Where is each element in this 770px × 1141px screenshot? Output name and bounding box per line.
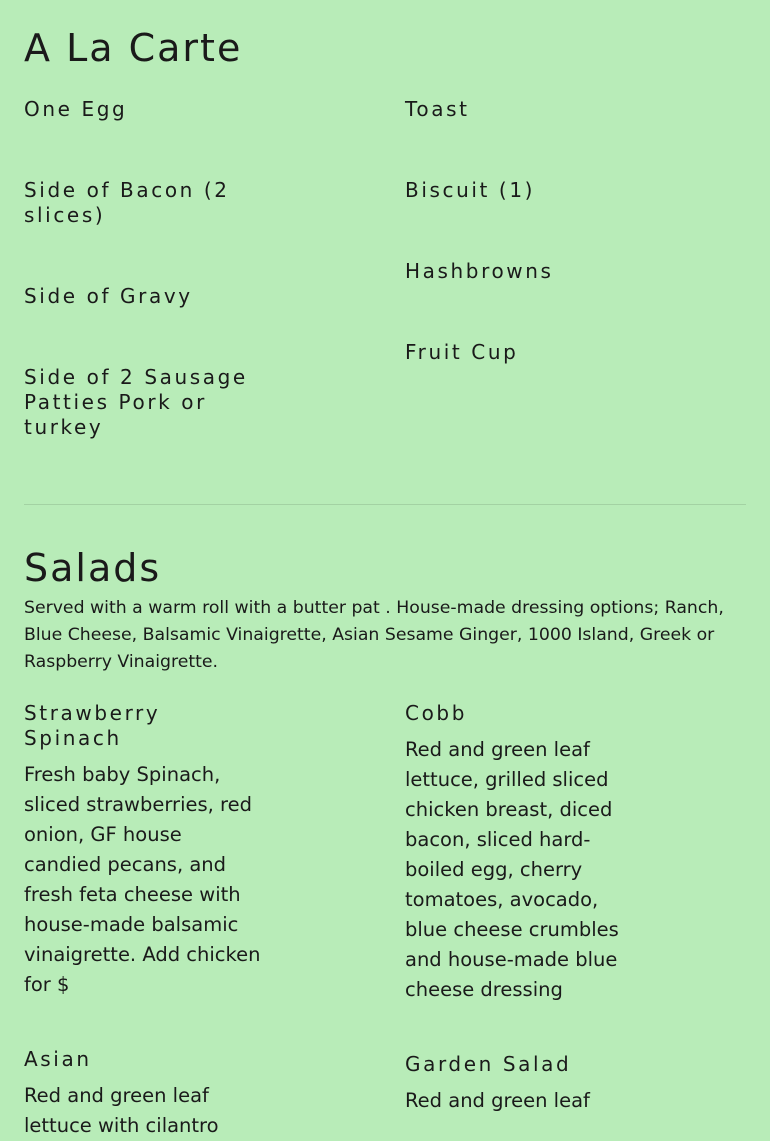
item-name: Cobb [405, 701, 467, 725]
item-description: Red and green leaf [405, 1089, 590, 1112]
salad-item [24, 1047, 264, 1141]
menu-item [24, 365, 264, 440]
item-name: Fruit Cup [405, 340, 519, 364]
item-name: Toast [405, 97, 470, 121]
menu-item [405, 97, 645, 122]
menu-item [405, 340, 645, 365]
item-description: Fresh baby Spinach, sliced strawberries, red onion, GF house candied pecans, and fresh feta cheese with house-made balsamic vinaigrette. Add chicken for $ [24, 763, 261, 996]
item-description: Red and green leaf lettuce with cilantro [24, 1084, 219, 1137]
item-name: Side of Gravy [24, 284, 193, 308]
menu-item [24, 284, 264, 309]
a-la-carte-title: A La Carte [24, 26, 243, 70]
item-name: Garden Salad [405, 1052, 572, 1076]
item-description: Red and green leaf lettuce, grilled sliced chicken breast, diced bacon, sliced hard-boiled egg, cherry tomatoes, avocado, blue cheese crumbles and house-made blue cheese dressing [405, 738, 619, 1001]
item-name: Biscuit (1) [405, 178, 536, 202]
salads-title: Salads [24, 546, 162, 590]
item-name: Hashbrowns [405, 259, 554, 283]
salads-intro: Served with a warm roll with a butter pat . House-made dressing options; Ranch, Blue Cheese, Balsamic Vinaigrette, Asian Sesame Ginger, 1000 Island, Greek or Raspberry Vinaigrette. [24, 598, 724, 672]
menu-item [24, 97, 264, 122]
menu-item [24, 178, 264, 228]
salad-item [405, 701, 645, 1005]
item-name: Side of Bacon (2 slices) [24, 178, 230, 227]
section-divider [24, 504, 746, 505]
salad-item [405, 1052, 645, 1116]
item-name: One Egg [24, 97, 128, 121]
menu-item [405, 178, 645, 203]
salad-item [24, 701, 264, 1000]
item-name: Strawberry Spinach [24, 701, 161, 750]
menu-item [405, 259, 645, 284]
item-name: Side of 2 Sausage Patties Pork or turkey [24, 365, 248, 439]
item-name: Asian [24, 1047, 92, 1071]
